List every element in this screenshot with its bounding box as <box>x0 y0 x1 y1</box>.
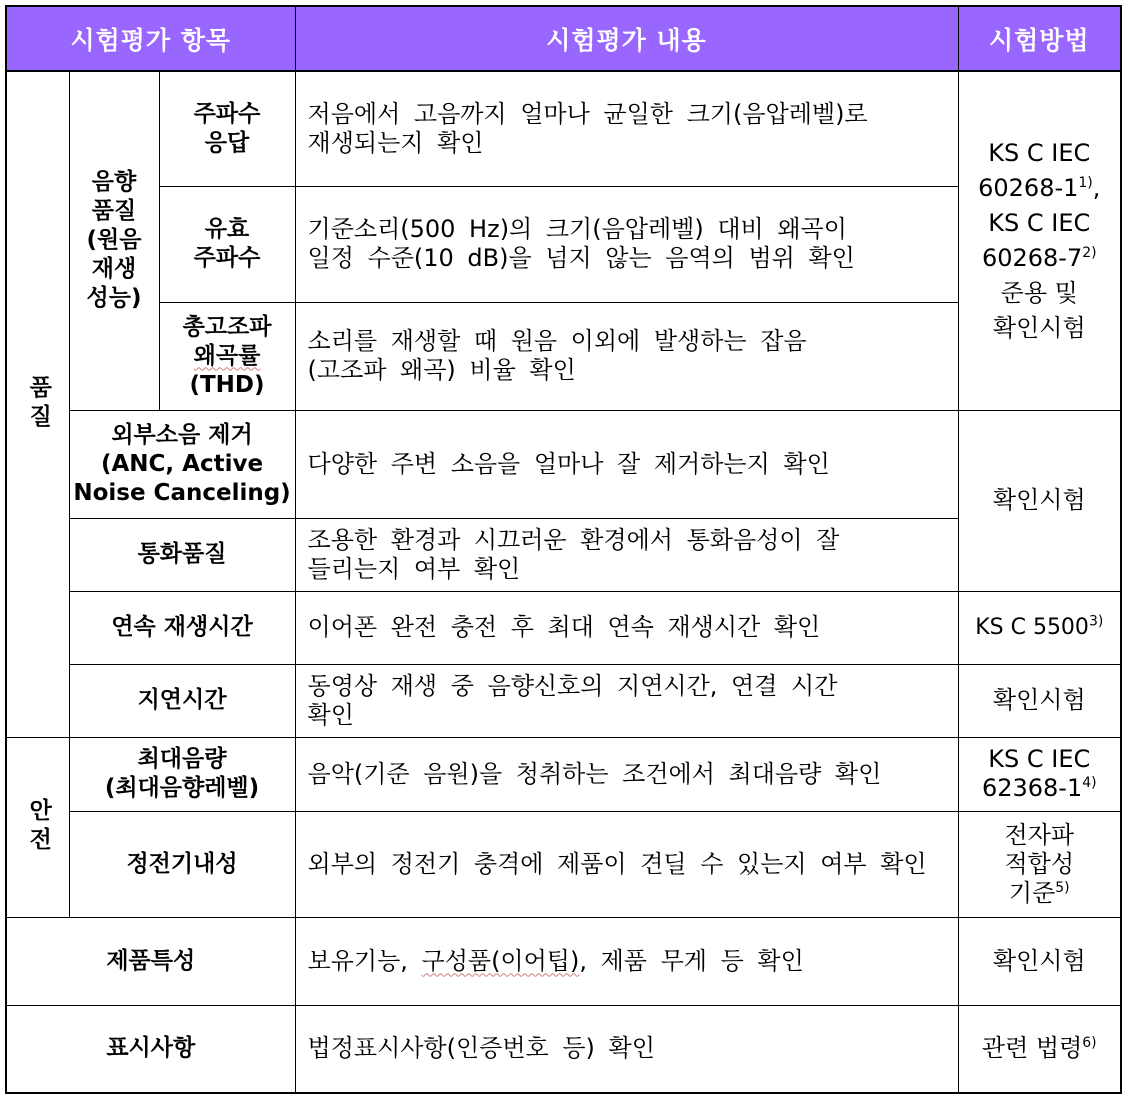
header-test-item: 시험평가 항목 <box>6 6 295 71</box>
item-labeling: 표시사항 <box>6 1005 295 1093</box>
item-latency: 지연시간 <box>69 664 295 737</box>
method-esd: 전자파 적합성 기준$^{5)}$ <box>958 811 1121 917</box>
category-safety-label: 안전 <box>25 798 52 856</box>
method-anc-call: 확인시험 <box>958 410 1121 591</box>
content-effective-frequency: 기준소리(500 Hz)의 크기(음압레벨) 대비 왜곡이 일정 수준(10 dB)을 넘지 않는 음역의 범위 확인 <box>295 186 958 302</box>
method-max-volume: KS C IEC 62368-1$^{4)}$ <box>958 737 1121 811</box>
content-max-volume: 음악(기준 음원)을 청취하는 조건에서 최대음량 확인 <box>295 737 958 811</box>
item-call-quality: 통화품질 <box>69 518 295 591</box>
content-anc: 다양한 주변 소음을 얼마나 잘 제거하는지 확인 <box>295 410 958 518</box>
footnote-5: 5) <box>1055 879 1070 896</box>
content-call-quality: 조용한 환경과 시끄러운 환경에서 통화음성이 잘 들리는지 여부 확인 <box>295 518 958 591</box>
content-esd: 외부의 정전기 충격에 제품이 견딜 수 있는지 여부 확인 <box>295 811 958 917</box>
item-esd: 정전기내성 <box>69 811 295 917</box>
item-thd: 총고조파 왜곡률 (THD) <box>159 302 295 410</box>
footnote-2: 2) <box>1082 244 1097 261</box>
footnote-4: 4) <box>1082 775 1097 791</box>
item-anc: 외부소음 제거 (ANC, Active Noise Canceling) <box>69 410 295 518</box>
method-acoustic-quality: KS C IEC 60268-1$^{1)}$, KS C IEC 60268-7$^{2)}$ 준용 및 확인시험 <box>958 71 1121 410</box>
method-playtime: KS C 5500$^{3)}$ <box>958 591 1121 664</box>
content-latency: 동영상 재생 중 음향신호의 지연시간, 연결 시간 확인 <box>295 664 958 737</box>
subcategory-acoustic-quality: 음향 품질 (원음 재생 성능) <box>69 71 159 410</box>
item-playtime: 연속 재생시간 <box>69 591 295 664</box>
category-safety <box>6 737 69 917</box>
category-quality <box>6 71 69 737</box>
content-frequency-response: 저음에서 고음까지 얼마나 균일한 크기(음압레벨)로 재생되는지 확인 <box>295 71 958 186</box>
content-labeling: 법정표시사항(인증번호 등) 확인 <box>295 1005 958 1093</box>
footnote-1: 1) <box>1078 174 1093 191</box>
item-product-characteristics: 제품특성 <box>6 917 295 1005</box>
item-effective-frequency: 유효 주파수 <box>159 186 295 302</box>
item-max-volume: 최대음량 (최대음향레벨) <box>69 737 295 811</box>
content-product-characteristics: 보유기능, 구성품(이어팁), 제품 무게 등 확인 <box>295 917 958 1005</box>
footnote-3: 3) <box>1088 613 1104 630</box>
content-playtime: 이어폰 완전 충전 후 최대 연속 재생시간 확인 <box>295 591 958 664</box>
footnote-6: 6) <box>1082 1035 1097 1052</box>
category-quality-label: 품질 <box>25 375 52 434</box>
content-thd: 소리를 재생할 때 원음 이외에 발생하는 잡음 (고조파 왜곡) 비율 확인 <box>295 302 958 410</box>
method-labeling: 관련 법령$^{6)}$ <box>958 1005 1121 1093</box>
header-test-content: 시험평가 내용 <box>295 6 958 71</box>
method-latency: 확인시험 <box>958 664 1121 737</box>
test-evaluation-table <box>5 5 1122 1094</box>
method-product-characteristics: 확인시험 <box>958 917 1121 1005</box>
header-test-method: 시험방법 <box>958 6 1121 71</box>
item-frequency-response: 주파수 응답 <box>159 71 295 186</box>
